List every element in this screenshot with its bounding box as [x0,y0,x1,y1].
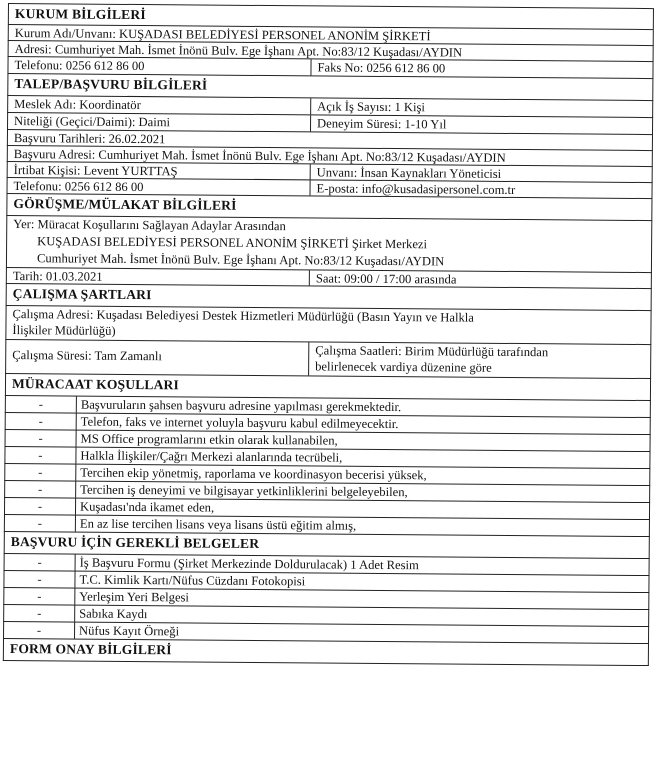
list-dash: - [36,622,42,637]
list-dash: - [38,396,44,411]
basvuru-adresi: Başvuru Adresi: Cumhuriyet Mah. İsmet İnönü Bulv. Ege İşhanı Apt. No:83/12 Kuşadası/AYDIN [7,146,653,167]
muracaat-item-text: Başvuruların şahsen başvuru adresine yapılması gerekmektedir. [76,397,650,418]
list-dash: - [38,447,43,462]
belgeler-list [3,554,650,644]
section-header-talep: TALEP/BAŞVURU BİLGİLERİ [7,74,653,101]
calisma-suresi: Çalışma Süresi: Tam Zamanlı [12,348,162,364]
gorusme-yer-sirket: KUŞADASI BELEDİYESİ PERSONEL ANONİM ŞİRKETİ Şirket Merkezi [37,234,428,252]
section-header-kurum: KURUM BİLGİLERİ [8,3,654,30]
talep-telefon: Telefonu: 0256 612 86 00 [13,179,144,195]
irtibat-kisisi: İrtibat Kişisi: Levent YURTTAŞ [13,163,178,179]
gorusme-yer: Yer: Müracat Koşullarını Sağlayan Adaylar Arasından [13,217,286,234]
muracaat-item-text: Telefon, faks ve internet yoluyla başvuru kabul edilmeyecektir. [76,414,650,435]
kurum-faks: Faks No: 0256 612 86 00 [310,59,652,78]
e-posta: E-posta: info@kusadasipersonel.com.tr [309,180,651,198]
calisma-adresi-block [5,306,651,345]
calisma-saatleri: Çalışma Saatleri: Birim Müdürlüğü tarafından [315,343,549,360]
kurum-telefon: Telefonu: 0256 612 86 00 [14,58,145,74]
muracaat-item-text: Halkla İlişkiler/Çağrı Merkezi alanlarında tecrübeli, [75,448,649,469]
section-header-muracaat: MÜRACAAT KOŞULLARI [5,374,651,401]
belge-item-text: Yerleşim Yeri Belgesi [74,589,648,610]
document-page [2,3,654,768]
meslek-adi: Meslek Adı: Koordinatör [14,97,141,113]
kurum-adres: Adresi: Cumhuriyet Mah. İsmet İnönü Bulv. Ege İşhanı Apt. No:83/12 Kuşadası/AYDIN [8,41,654,62]
list-dash: - [37,515,43,530]
calisma-sure-row [5,340,651,379]
section-header-belgeler: BAŞVURU İÇİN GEREKLİ BELGELER [4,532,650,559]
list-dash: - [38,430,43,445]
gorusme-yer-adres: Cumhuriyet Mah. İsmet İnönü Bulv. Ege İşhanı Apt. No:83/12 Kuşadası/AYDIN [36,251,445,269]
list-dash: - [37,554,42,569]
belge-item-text: Sabıka Kaydı [74,606,648,627]
calisma-adresi-2: İlişkiler Müdürlüğü) [12,323,116,338]
list-dash: - [38,464,43,479]
belge-item-text: Nüfus Kayıt Örneği [74,623,648,644]
list-dash: - [37,605,42,620]
acik-is-sayisi: Açık İş Sayısı: 1 Kişi [310,98,652,117]
section-header-gorusme: GÖRÜŞME/MÜLAKAT BİLGİLERİ [6,194,652,221]
kurum-adi: Kurum Adı/Unvanı: KUŞADASI BELEDİYESİ PERSONEL ANONİM ŞİRKETİ [8,25,654,46]
list-dash: - [37,571,42,586]
gorusme-yer-block [6,216,652,273]
deneyim-suresi: Deneyim Süresi: 1-10 Yıl [310,115,652,134]
muracaat-item-text: Tercihen iş deneyimi ve bilgisayar yetkinliklerini belgeleyebilen, [75,482,649,503]
muracaat-list [4,396,651,537]
list-dash: - [37,498,43,513]
niteligi: Niteliği (Geçici/Daimi): Daimi [14,114,171,130]
section-header-form-onay: FORM ONAY BİLGİLERİ [3,639,649,666]
belge-item-text: İş Başvuru Formu (Şirket Merkezinde Doldurulacak) 1 Adet Resim [75,555,649,576]
list-dash: - [37,588,42,603]
gorusme-saat: Saat: 09:00 / 17:00 arasında [309,270,651,288]
calisma-saatleri-block [308,342,650,378]
gorusme-tarih: Tarih: 01.03.2021 [12,269,103,284]
belge-item-text: T.C. Kimlik Kartı/Nüfus Cüzdanı Fotokopisi [74,572,648,593]
section-header-calisma: ÇALIŞMA ŞARTLARI [6,284,652,311]
muracaat-item-text: Kuşadası'nda ikamet eden, [75,499,649,520]
muracaat-item-text: Tercihen ekip yönetmiş, raporlama ve koordinasyon becerisi yüksek, [75,465,649,486]
muracaat-item-text: En az lise tercihen lisans veya lisans üstü eğitim almış, [75,516,649,537]
list-dash: - [38,413,43,428]
unvani: Unvanı: İnsan Kaynakları Yöneticisi [310,164,652,182]
calisma-adresi: Çalışma Adresi: Kuşadası Belediyesi Destek Hizmetleri Müdürlüğü (Basın Yayın ve Halkla [12,307,474,325]
calisma-saatleri-2: belirlenecek vardiya düzenine göre [315,359,492,375]
list-dash: - [38,481,43,496]
basvuru-tarihleri: Başvuru Tarihleri: 26.02.2021 [7,130,653,151]
muracaat-item-text: MS Office programlarını etkin olarak kullanabilen, [76,431,650,452]
